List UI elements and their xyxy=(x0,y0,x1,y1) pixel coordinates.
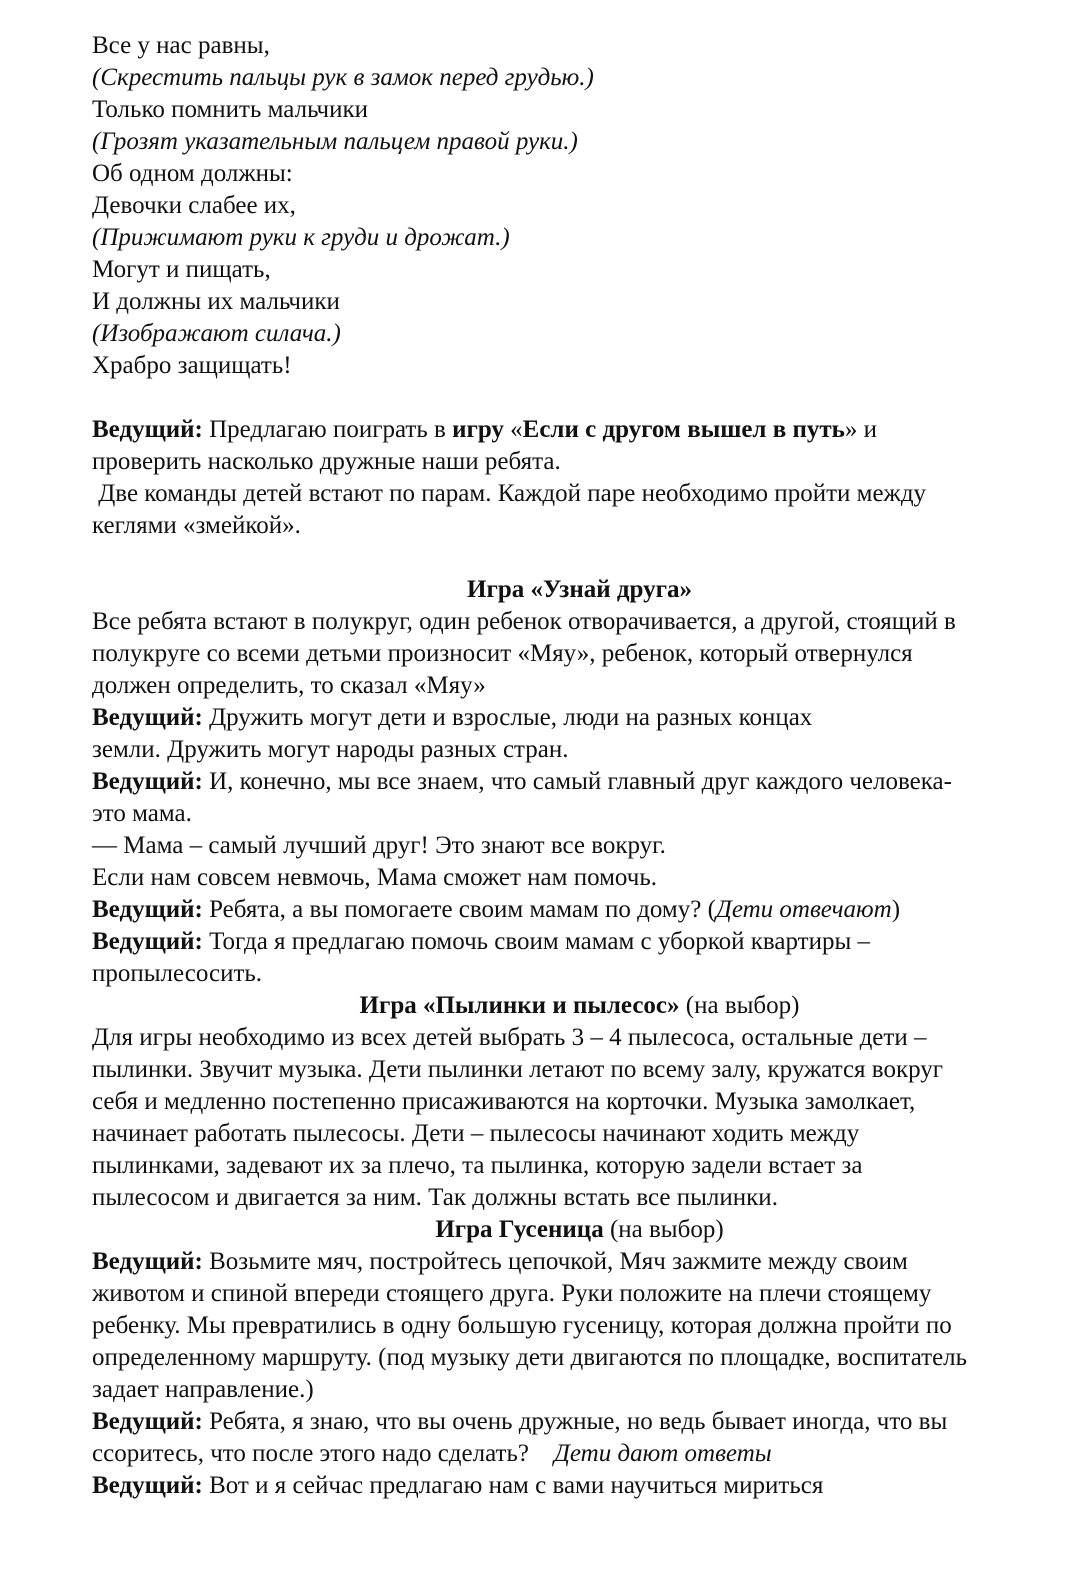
paragraph-line: ссоритесь, что после этого надо сделать? Дети дают ответы xyxy=(92,1440,772,1467)
speaker-label: Ведущий: xyxy=(92,704,203,731)
paragraph-line: Ведущий: Ребята, я знаю, что вы очень дружные, но ведь бывает иногда, что вы xyxy=(92,1408,948,1435)
paragraph-line: Ведущий: Тогда я предлагаю помочь своим мамам с уборкой квартиры – xyxy=(92,928,871,955)
paragraph-line: Две команды детей встают по парам. Каждой паре необходимо пройти между xyxy=(92,480,927,507)
speaker-label: Ведущий: xyxy=(92,1472,203,1499)
paragraph-line: животом и спиной впереди стоящего друга. Руки положите на плечи стоящему xyxy=(92,1280,932,1307)
game-name: Если с другом вышел в путь xyxy=(522,416,845,443)
poem-line: Только помнить мальчики xyxy=(92,96,369,123)
paragraph-line: ребенку. Мы превратились в одну большую гусеницу, которая должна пройти по xyxy=(92,1312,952,1339)
poem-stage-direction: (Изображают силача.) xyxy=(92,320,341,347)
paragraph-line: себя и медленно постепенно присаживаются на корточки. Музыка замолкает, xyxy=(92,1088,916,1115)
paragraph-line: Ведущий: Возьмите мяч, постройтесь цепочкой, Мяч зажмите между своим xyxy=(92,1248,908,1275)
game-note: (на выбор) xyxy=(603,1216,724,1243)
poem-line: Могут и пищать, xyxy=(92,256,271,283)
paragraph-line: Ведущий: Вот и я сейчас предлагаю нам с вами научиться мириться xyxy=(92,1472,824,1499)
paragraph-line: начинает работать пылесосы. Дети – пылесосы начинают ходить между xyxy=(92,1120,860,1147)
paragraph-line: должен определить, то сказал «Мяу» xyxy=(92,672,486,699)
game-title-line xyxy=(92,990,1067,1022)
paragraph-line: пылинки. Звучит музыка. Дети пылинки летают по всему залу, кружатся вокруг xyxy=(92,1056,944,1083)
game-note: (на выбор) xyxy=(679,992,800,1019)
speaker-label: Ведущий: xyxy=(92,416,203,443)
spacer xyxy=(92,382,1067,414)
children-answer: Дети отвечают xyxy=(715,896,892,923)
poem-stage-direction: (Грозят указательным пальцем правой руки.) xyxy=(92,128,578,155)
speaker-label: Ведущий: xyxy=(92,1248,203,1275)
poem-stage-direction: (Скрестить пальцы рук в замок перед грудью.) xyxy=(92,64,594,91)
paragraph-line: кеглями «змейкой». xyxy=(92,512,301,539)
paragraph-line: земли. Дружить могут народы разных стран. xyxy=(92,736,569,763)
paragraph-line: Ведущий: Предлагаю поиграть в игру «Если с другом вышел в путь» и xyxy=(92,416,878,443)
paragraph-line: Ведущий: Ребята, а вы помогаете своим мамам по дому? (Дети отвечают) xyxy=(92,896,901,923)
speaker-label: Ведущий: xyxy=(92,1408,203,1435)
poem-stage-direction: (Прижимают руки к груди и дрожат.) xyxy=(92,224,510,251)
game-title-line xyxy=(92,1214,1067,1246)
speaker-label: Ведущий: xyxy=(92,928,203,955)
paragraph-line: Если нам совсем невмочь, Мама сможет нам помочь. xyxy=(92,864,658,891)
paragraph-line: пылесосом и двигается за ним. Так должны встать все пылинки. xyxy=(92,1184,778,1211)
paragraph-line: пылинками, задевают их за плечо, та пылинка, которую задели встает за xyxy=(92,1152,863,1179)
poem-line: Девочки слабее их, xyxy=(92,192,296,219)
paragraph-line: Для игры необходимо из всех детей выбрать 3 – 4 пылесоса, остальные дети – xyxy=(92,1024,927,1051)
speaker-label: Ведущий: xyxy=(92,768,203,795)
spacer xyxy=(92,542,1067,574)
poem-line: И должны их мальчики xyxy=(92,288,340,315)
game-title: Игра «Пылинки и пылесос» xyxy=(359,992,680,1019)
paragraph-line: Все ребята встают в полукруг, один ребенок отворачивается, а другой, стоящий в xyxy=(92,608,956,635)
document-page xyxy=(92,30,1067,1502)
paragraph-line: пропылесосить. xyxy=(92,960,263,987)
paragraph-line: Ведущий: Дружить могут дети и взрослые, люди на разных концах xyxy=(92,704,813,731)
paragraph-line: полукруге со всеми детьми произносит «Мяу», ребенок, который отвернулся xyxy=(92,640,913,667)
paragraph-line: Ведущий: И, конечно, мы все знаем, что самый главный друг каждого человека- xyxy=(92,768,952,795)
poem-line: Все у нас равны, xyxy=(92,32,270,59)
paragraph-line: это мама. xyxy=(92,800,192,827)
game-title: Игра Гусеница xyxy=(435,1216,604,1243)
poem-line: Об одном должны: xyxy=(92,160,293,187)
paragraph-line: — Мама – самый лучший друг! Это знают все вокруг. xyxy=(92,832,666,859)
children-answer: Дети дают ответы xyxy=(553,1440,772,1467)
speaker-label: Ведущий: xyxy=(92,896,203,923)
paragraph-line: проверить насколько дружные наши ребята. xyxy=(92,448,561,475)
game-title: Игра «Узнай друга» xyxy=(467,576,692,603)
paragraph-line: определенному маршруту. (под музыку дети двигаются по площадке, воспитатель xyxy=(92,1344,968,1371)
paragraph-line: задает направление.) xyxy=(92,1376,314,1403)
game-word: игру xyxy=(452,416,504,443)
poem-line: Храбро защищать! xyxy=(92,352,292,379)
